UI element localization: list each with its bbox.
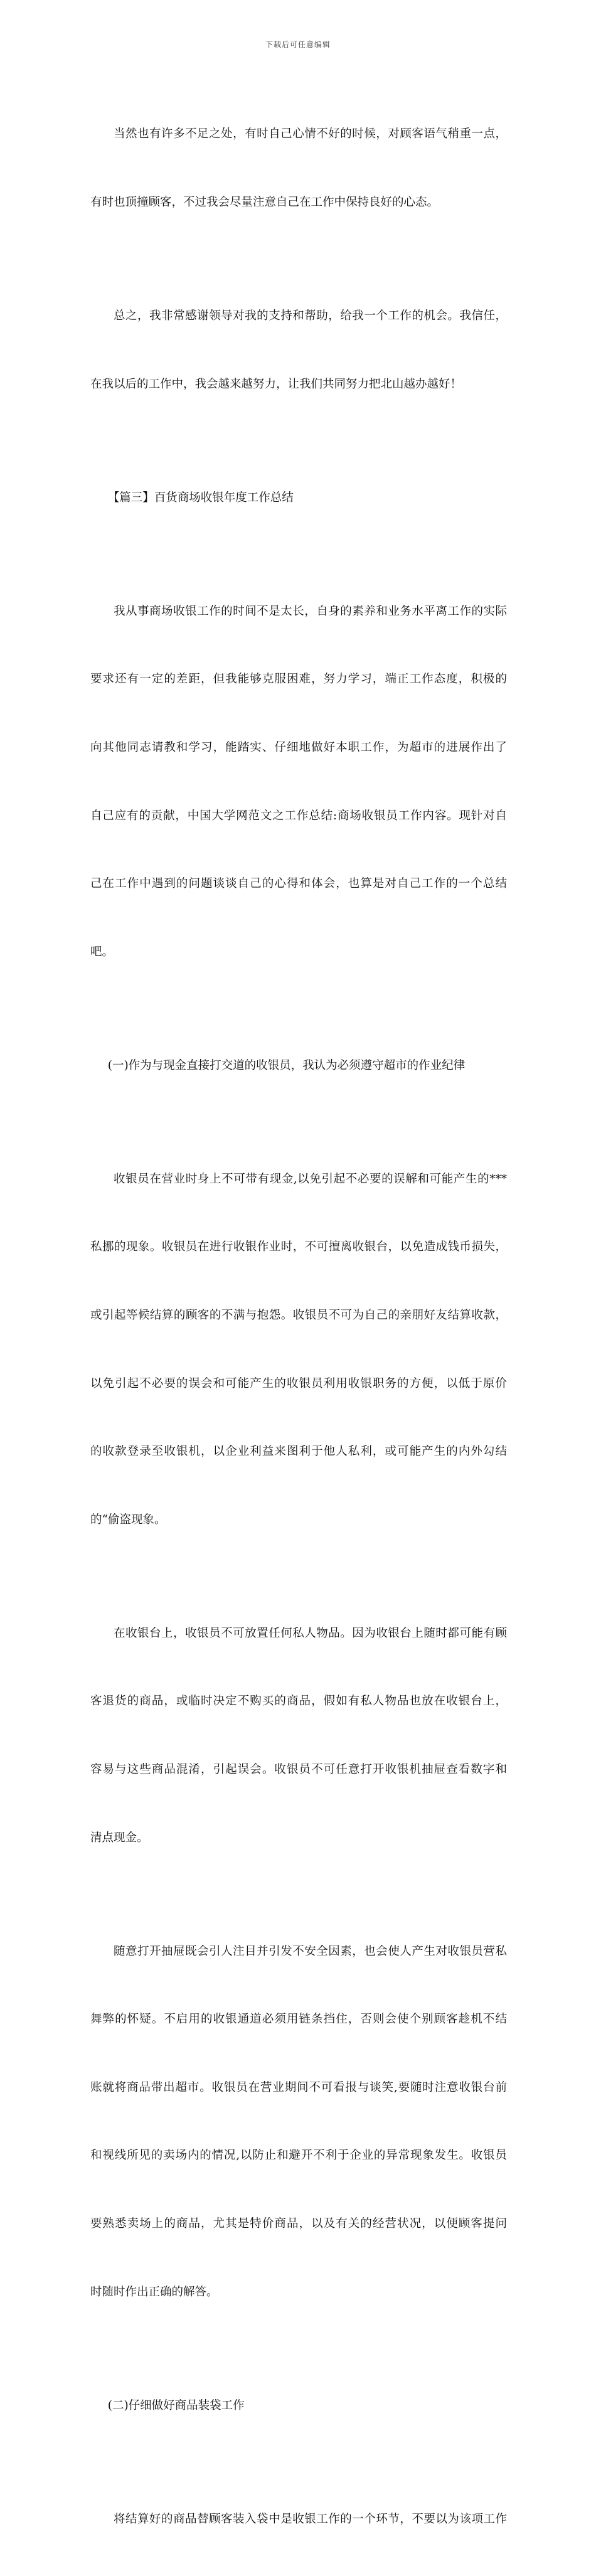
text-line: 和视线所见的卖场内的情况,以防止和避开不利于企业的异常现象发生。收银员: [90, 2149, 507, 2163]
paragraph: [90, 555, 507, 1009]
subsection-heading: [90, 1009, 507, 1122]
text-line: 当然也有许多不足之处，有时自己心情不好的时候，对顾客语气稍重一点，: [114, 127, 507, 141]
text-line: 在我以后的工作中，我会越来越努力，让我们共同努力把北山越办越好！: [90, 377, 462, 391]
paragraph: [90, 2462, 507, 2576]
text-line: 己在工作中遇到的问题谈谈自己的心得和体会，也算是对自己工作的一个总结: [90, 877, 507, 891]
paragraph: [90, 1122, 507, 1577]
subsection-heading: [90, 2349, 507, 2462]
page-header: 下载后可任意编辑: [265, 40, 331, 49]
text-line: 总之，我非常感谢领导对我的支持和帮助，给我一个工作的机会。我信任，: [114, 309, 507, 323]
text-line: 收银员在营业时身上不可带有现金,以免引起不必要的误解和可能产生的***: [114, 1172, 507, 1186]
document-body: [90, 78, 507, 2576]
paragraph: [90, 260, 507, 442]
text-line: 以免引起不必要的误会和可能产生的收银员利用收银职务的方便，以低于原价: [90, 1376, 507, 1390]
text-line: 私挪的现象。收银员在进行收银作业时，不可擅离收银台，以免造成钱币损失，: [90, 1240, 507, 1254]
text-line: 自己应有的贡献，中国大学网范文之工作总结:商场收银员工作内容。现针对自: [90, 809, 507, 822]
text-line: (二)仔细做好商品装袋工作: [107, 2398, 245, 2412]
text-line: 客退货的商品，或临时决定不购买的商品，假如有私人物品也放在收银台上，: [90, 1695, 507, 1708]
text-line: 容易与这些商品混淆，引起误会。收银员不可任意打开收银机抽屉查看数字和: [90, 1763, 507, 1777]
text-line: 我从事商场收银工作的时间不是太长，自身的素养和业务水平离工作的实际: [114, 604, 507, 618]
text-line: 的“偷盗现象。: [90, 1513, 166, 1526]
text-line: 舞弊的怀疑。不启用的收银通道必须用链条挡住，否则会使个别顾客趁机不结: [90, 2013, 507, 2026]
text-line: (一)作为与现金直接打交道的收银员，我认为必须遵守超市的作业纪律: [107, 1058, 466, 1072]
paragraph: [90, 1577, 507, 1895]
text-line: 向其他同志请教和学习，能踏实、仔细地做好本职工作，为超市的进展作出了: [90, 740, 507, 754]
text-line: 时随时作出正确的解答。: [90, 2285, 218, 2299]
section-heading: [90, 441, 507, 555]
text-line: 在收银台上，收银员不可放置任何私人物品。因为收银台上随时都可能有顾: [114, 1626, 507, 1640]
text-line: 清点现金。: [90, 1831, 149, 1844]
text-line: 要熟悉卖场上的商品，尤其是特价商品，以及有关的经营状况，以便顾客提问: [90, 2217, 507, 2231]
paragraph: [90, 1895, 507, 2349]
paragraph: [90, 78, 507, 260]
text-line: 吧。: [90, 945, 114, 959]
text-line: 要求还有一定的差距，但我能够克服困难，努力学习，端正工作态度，积极的: [90, 673, 507, 686]
text-line: 将结算好的商品替顾客装入袋中是收银工作的一个环节，不要以为该项工作: [114, 2512, 507, 2526]
text-line: 或引起等候结算的顾客的不满与抱怨。收银员不可为自己的亲朋好友结算收款，: [90, 1308, 507, 1322]
text-line: 账就将商品带出超市。收银员在营业期间不可看报与谈笑,要随时注意收银台前: [90, 2080, 507, 2094]
text-line: 的收款登录至收银机，以企业利益来图利于他人私利，或可能产生的内外勾结: [90, 1445, 507, 1459]
text-line: 有时也顶撞顾客，不过我会尽量注意自己在工作中保持良好的心态。: [90, 196, 439, 210]
text-line: 随意打开抽屉既会引人注目并引发不安全因素，也会使人产生对收银员营私: [114, 1944, 507, 1958]
text-line: 【篇三】百货商场收银年度工作总结: [107, 491, 294, 504]
